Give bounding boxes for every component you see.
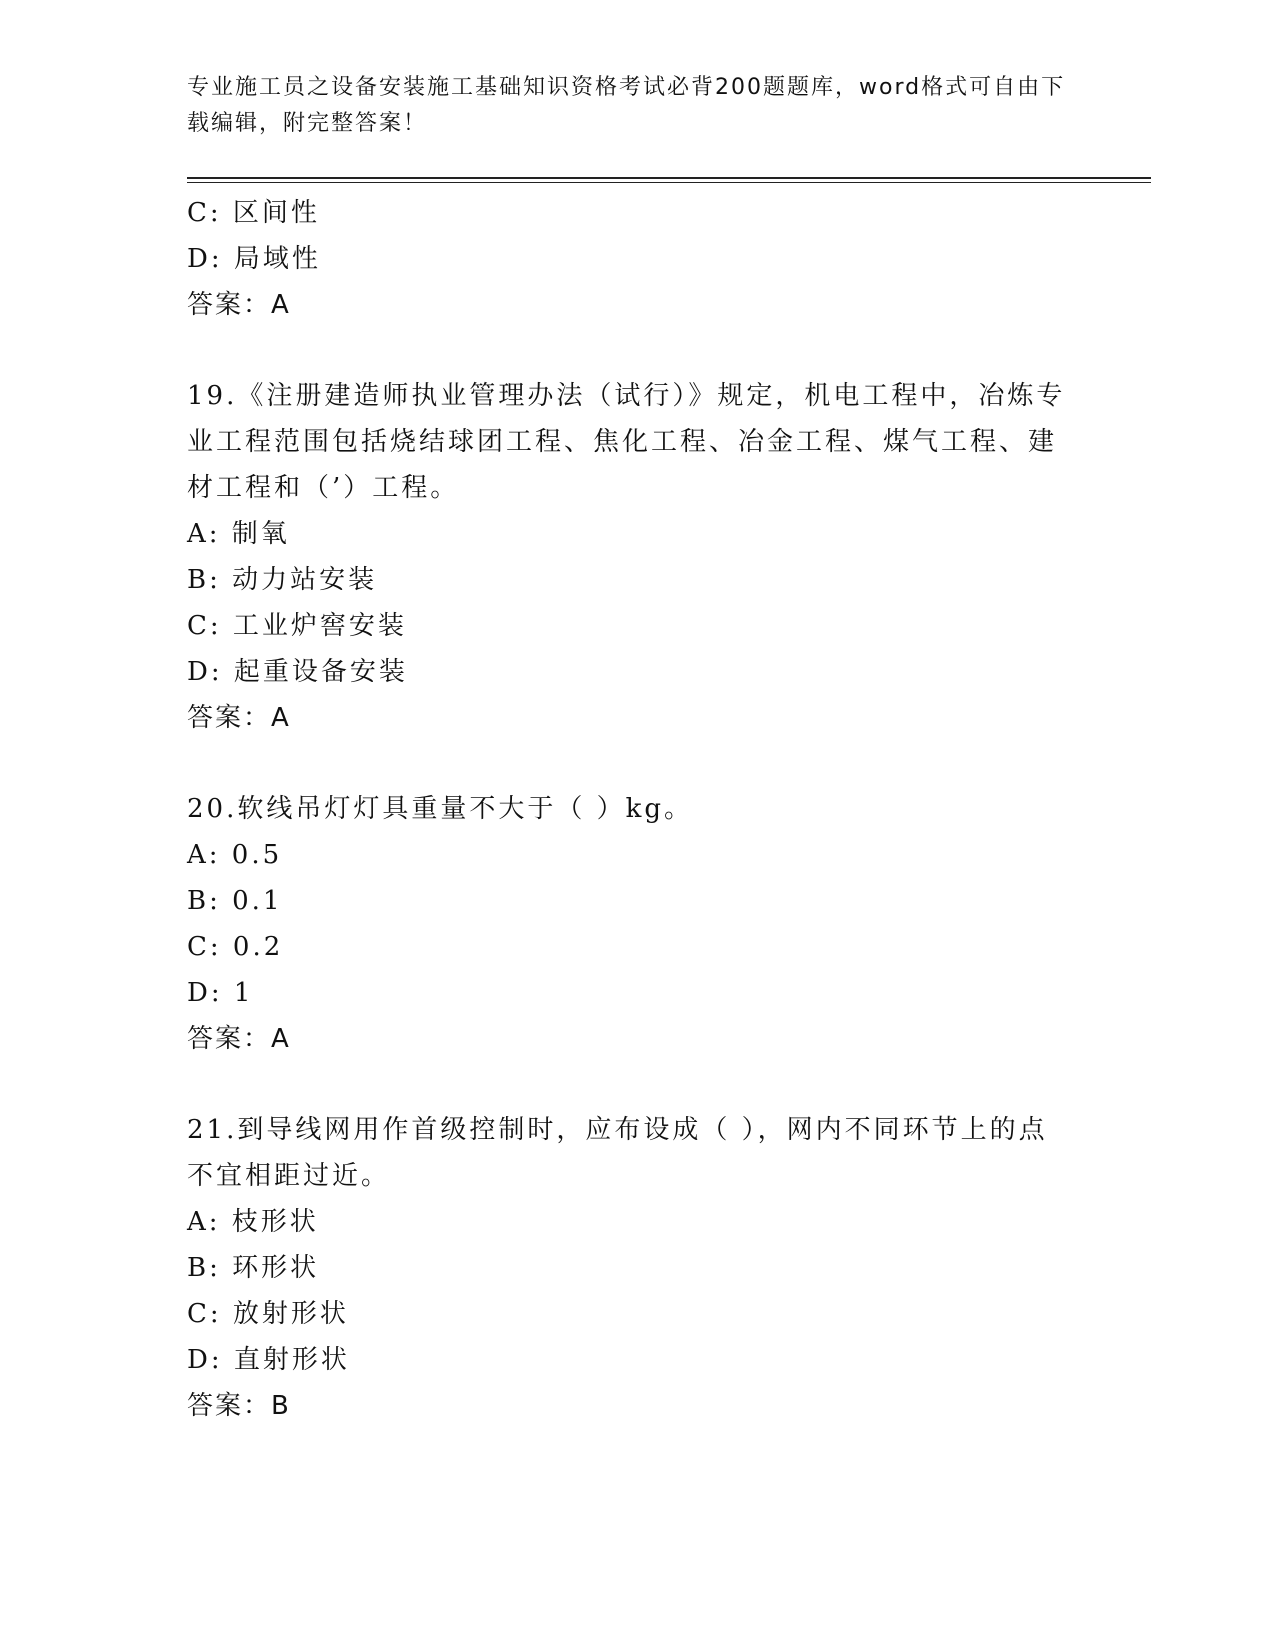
option-a: A: 枝形状	[187, 1207, 319, 1237]
question-block-20	[187, 786, 1087, 1062]
option-c: C: 0.2	[187, 932, 284, 962]
answer-line: 答案：B	[187, 1391, 291, 1421]
option-c: C: 放射形状	[187, 1299, 349, 1329]
answer-line: 答案：A	[187, 1024, 291, 1054]
option-a: A: 制氧	[187, 519, 290, 549]
option-d: D: 1	[187, 978, 254, 1008]
option-b: B: 动力站安装	[187, 565, 378, 595]
question-block-21	[187, 1107, 1087, 1429]
option-c: C: 工业炉窖安装	[187, 611, 407, 641]
header-divider-thick	[187, 177, 1151, 179]
option-b: B: 环形状	[187, 1253, 320, 1283]
question-content	[187, 190, 1087, 1429]
option-a: A: 0.5	[187, 840, 283, 870]
spacer	[187, 741, 1087, 786]
option-d: D: 局域性	[187, 244, 321, 274]
spacer	[187, 1062, 1087, 1107]
question-stem: 19.《注册建造师执业管理办法（试行）》规定，机电工程中，冶炼专业工程范围包括烧结球团工程、焦化工程、冶金工程、煤气工程、建材工程和（’）工程。	[187, 381, 1066, 503]
question-stem: 20.软线吊灯灯具重量不大于（ ）kg。	[187, 794, 694, 824]
option-c: C: 区间性	[187, 198, 320, 228]
header-divider-thin	[187, 182, 1151, 183]
answer-line: 答案：A	[187, 290, 291, 320]
option-d: D: 起重设备安装	[187, 657, 408, 687]
previous-question-block	[187, 190, 1087, 328]
option-b: B: 0.1	[187, 886, 283, 916]
question-block-19	[187, 373, 1087, 741]
answer-line: 答案：A	[187, 703, 291, 733]
document-header: 专业施工员之设备安装施工基础知识资格考试必背200题题库，word格式可自由下载编辑，附完整答案！	[187, 75, 1066, 136]
option-d: D: 直射形状	[187, 1345, 350, 1375]
question-stem: 21.到导线网用作首级控制时，应布设成（ ），网内不同环节上的点不宜相距过近。	[187, 1115, 1048, 1191]
spacer	[187, 328, 1087, 373]
